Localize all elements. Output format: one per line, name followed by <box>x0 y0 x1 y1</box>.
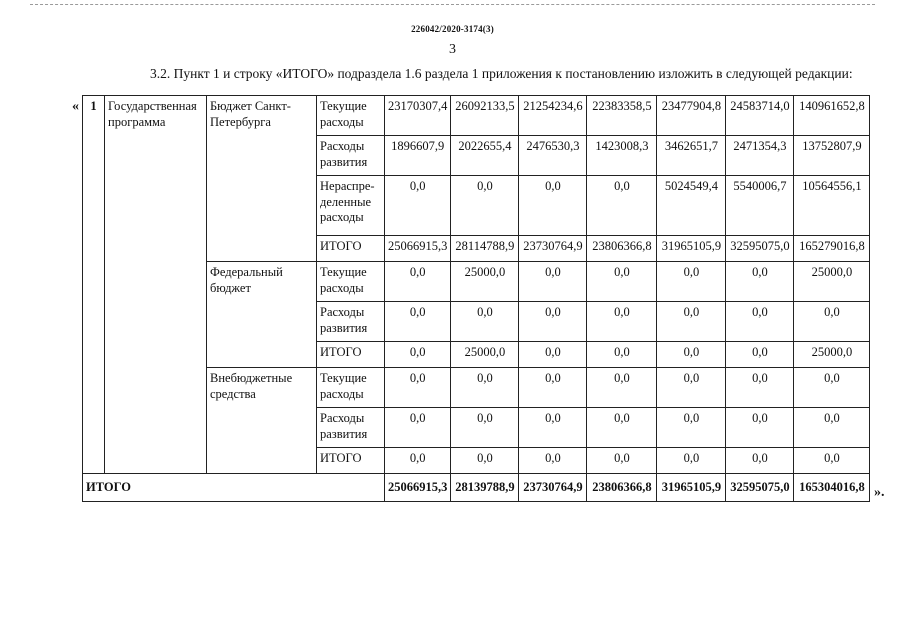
grand-total-amount: 28139788,9 <box>451 474 519 502</box>
expense-type: Текущие расходы <box>317 96 385 136</box>
amount-cell: 0,0 <box>726 262 794 302</box>
expenditure-table <box>82 95 870 502</box>
amount-cell: 0,0 <box>451 368 519 408</box>
amount-cell: 140961652,8 <box>794 96 870 136</box>
expense-type: Расходы развития <box>317 136 385 176</box>
amount-cell: 0,0 <box>451 408 519 448</box>
amount-cell: 0,0 <box>451 448 519 474</box>
amount-cell: 10564556,1 <box>794 176 870 236</box>
amount-cell: 21254234,6 <box>519 96 587 136</box>
amount-cell: 0,0 <box>519 408 587 448</box>
amount-cell: 24583714,0 <box>726 96 794 136</box>
amount-cell: 0,0 <box>587 302 657 342</box>
amount-cell: 0,0 <box>657 368 726 408</box>
grand-total-amount: 23806366,8 <box>587 474 657 502</box>
grand-total-amount: 23730764,9 <box>519 474 587 502</box>
amount-cell: 25066915,3 <box>385 236 451 262</box>
amount-cell: 0,0 <box>385 302 451 342</box>
expense-type: Текущие расходы <box>317 262 385 302</box>
amount-cell: 0,0 <box>451 302 519 342</box>
amount-cell: 0,0 <box>385 176 451 236</box>
amount-cell: 25000,0 <box>451 262 519 302</box>
amount-cell: 25000,0 <box>451 342 519 368</box>
amount-cell: 0,0 <box>587 342 657 368</box>
amount-cell: 0,0 <box>726 448 794 474</box>
expense-type: ИТОГО <box>317 342 385 368</box>
scan-artifact-line <box>30 4 875 5</box>
grand-total-row <box>83 474 870 502</box>
amount-cell: 0,0 <box>657 448 726 474</box>
table-row <box>83 96 870 136</box>
grand-total-amount: 25066915,3 <box>385 474 451 502</box>
amount-cell: 0,0 <box>519 342 587 368</box>
row-index: 1 <box>83 96 105 474</box>
amount-cell: 0,0 <box>451 176 519 236</box>
amount-cell: 1423008,3 <box>587 136 657 176</box>
amount-cell: 0,0 <box>657 408 726 448</box>
amount-cell: 3462651,7 <box>657 136 726 176</box>
amount-cell: 0,0 <box>794 408 870 448</box>
budget-source: Внебюджетные средства <box>207 368 317 474</box>
amount-cell: 0,0 <box>587 176 657 236</box>
amount-cell: 2022655,4 <box>451 136 519 176</box>
amount-cell: 0,0 <box>726 302 794 342</box>
amount-cell: 0,0 <box>587 262 657 302</box>
amount-cell: 0,0 <box>519 368 587 408</box>
amount-cell: 0,0 <box>657 262 726 302</box>
expense-type: Расходы развития <box>317 302 385 342</box>
amount-cell: 23477904,8 <box>657 96 726 136</box>
amount-cell: 23170307,4 <box>385 96 451 136</box>
amount-cell: 0,0 <box>657 342 726 368</box>
amount-cell: 0,0 <box>726 368 794 408</box>
closing-quote: ». <box>874 485 885 500</box>
grand-total-amount: 165304016,8 <box>794 474 870 502</box>
amount-cell: 0,0 <box>519 448 587 474</box>
amount-cell: 0,0 <box>726 342 794 368</box>
amount-cell: 0,0 <box>519 302 587 342</box>
document-id: 226042/2020-3174(3) <box>411 24 494 34</box>
amount-cell: 0,0 <box>794 368 870 408</box>
amount-cell: 26092133,5 <box>451 96 519 136</box>
expense-type: Расходы развития <box>317 408 385 448</box>
amount-cell: 25000,0 <box>794 262 870 302</box>
amount-cell: 1896607,9 <box>385 136 451 176</box>
amount-cell: 22383358,5 <box>587 96 657 136</box>
budget-source: Бюджет Санкт-Петербурга <box>207 96 317 262</box>
intro-paragraph: 3.2. Пункт 1 и строку «ИТОГО» подраздела 1.6 раздела 1 приложения к постановлению изложить в следующей редакции: <box>150 66 853 81</box>
amount-cell: 0,0 <box>587 368 657 408</box>
amount-cell: 0,0 <box>657 302 726 342</box>
amount-cell: 0,0 <box>385 262 451 302</box>
amount-cell: 5540006,7 <box>726 176 794 236</box>
page-number: 3 <box>449 42 456 57</box>
amount-cell: 28114788,9 <box>451 236 519 262</box>
amount-cell: 32595075,0 <box>726 236 794 262</box>
amount-cell: 5024549,4 <box>657 176 726 236</box>
amount-cell: 0,0 <box>385 448 451 474</box>
amount-cell: 2471354,3 <box>726 136 794 176</box>
expense-type: ИТОГО <box>317 448 385 474</box>
amount-cell: 0,0 <box>794 302 870 342</box>
budget-source: Федеральный бюджет <box>207 262 317 368</box>
grand-total-amount: 31965105,9 <box>657 474 726 502</box>
amount-cell: 31965105,9 <box>657 236 726 262</box>
opening-quote: « <box>72 99 79 114</box>
amount-cell: 0,0 <box>587 448 657 474</box>
amount-cell: 0,0 <box>726 408 794 448</box>
expense-type: Текущие расходы <box>317 368 385 408</box>
amount-cell: 23730764,9 <box>519 236 587 262</box>
program-name: Государственная программа <box>105 96 207 474</box>
amount-cell: 13752807,9 <box>794 136 870 176</box>
grand-total-amount: 32595075,0 <box>726 474 794 502</box>
amount-cell: 23806366,8 <box>587 236 657 262</box>
amount-cell: 0,0 <box>794 448 870 474</box>
amount-cell: 0,0 <box>385 342 451 368</box>
expense-type: ИТОГО <box>317 236 385 262</box>
amount-cell: 0,0 <box>385 408 451 448</box>
amount-cell: 0,0 <box>519 262 587 302</box>
grand-total-label: ИТОГО <box>83 474 385 502</box>
amount-cell: 165279016,8 <box>794 236 870 262</box>
amount-cell: 2476530,3 <box>519 136 587 176</box>
amount-cell: 0,0 <box>519 176 587 236</box>
amount-cell: 0,0 <box>587 408 657 448</box>
amount-cell: 0,0 <box>385 368 451 408</box>
expense-type: Нераспре-деленные расходы <box>317 176 385 236</box>
amount-cell: 25000,0 <box>794 342 870 368</box>
